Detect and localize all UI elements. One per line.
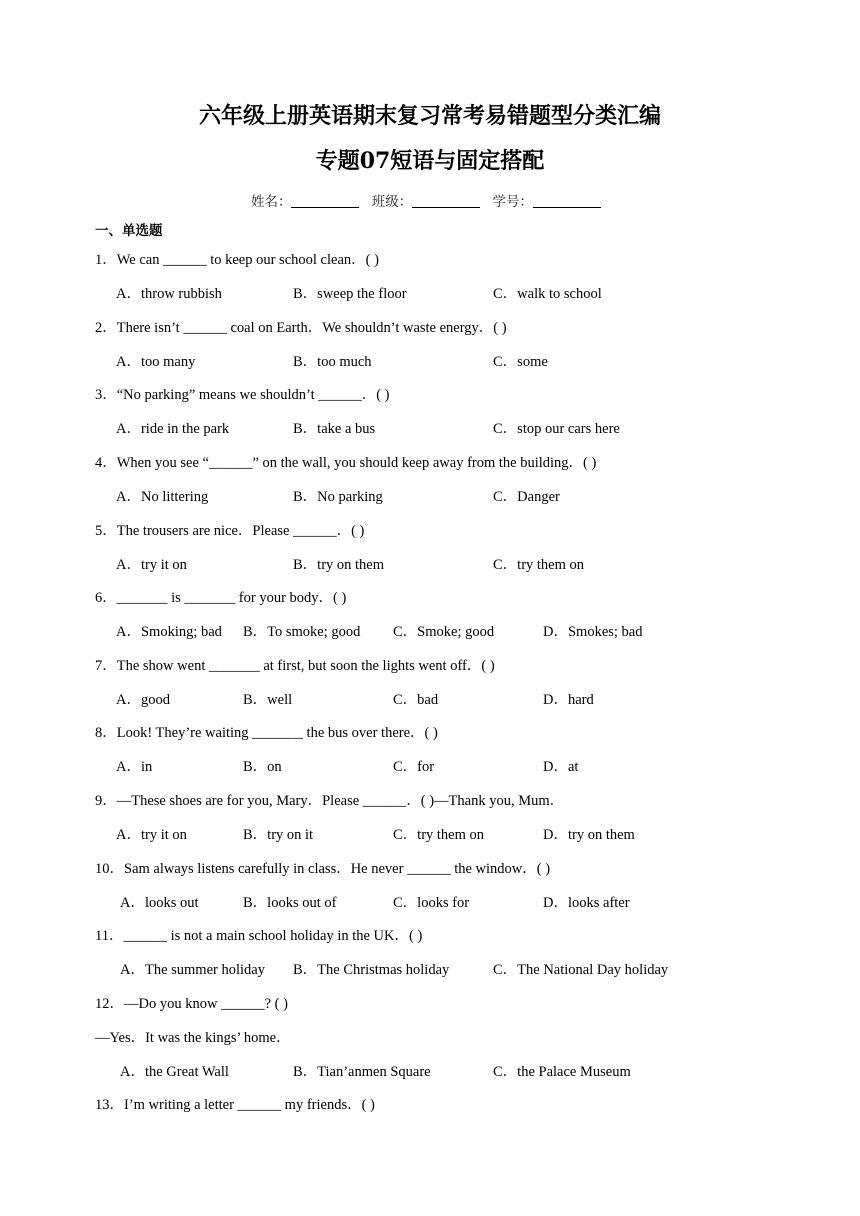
number-label: 学号： [492,194,534,210]
option-c[interactable]: C．try them on [393,827,485,843]
option-d[interactable]: D．at [543,759,579,775]
question-stem: 5．The trousers are nice．Please ______．( ) [95,523,365,539]
question-stem: 3．“No parking” means we shouldn’t ______．( ) [95,387,390,403]
option-d[interactable]: D．hard [543,692,594,708]
option-b[interactable]: B．sweep the floor [293,286,407,302]
option-a[interactable]: A．too many [116,354,196,370]
question-stem: 10．Sam always listens carefully in class．He never ______ the window．( ) [95,861,551,877]
option-a[interactable]: A．in [116,759,153,775]
question-stem: 11．______ is not a main school holiday in the UK．( ) [95,928,423,944]
option-a[interactable]: A．No littering [116,489,209,505]
name-blank[interactable] [291,193,359,208]
option-c[interactable]: C．The National Day holiday [493,962,669,978]
option-d[interactable]: D．Smokes; bad [543,624,643,640]
question-stem: 4．When you see “______” on the wall, you should keep away from the building．( ) [95,455,597,471]
option-b[interactable]: B．well [243,692,293,708]
option-c[interactable]: C．the Palace Museum [493,1064,631,1080]
option-c[interactable]: C．walk to school [493,286,602,302]
student-info-line [0,190,860,210]
option-a[interactable]: A．Smoking; bad [116,624,222,640]
question-stem: 7．The show went _______ at first, but soon the lights went off．( ) [95,658,495,674]
option-b[interactable]: B．No parking [293,489,383,505]
option-d[interactable]: D．try on them [543,827,635,843]
option-d[interactable]: D．looks after [543,895,630,911]
number-blank[interactable] [533,193,601,208]
question-stem: 8．Look! They’re waiting _______ the bus over there．( ) [95,725,438,741]
option-c[interactable]: C．some [493,354,548,370]
option-b[interactable]: B．The Christmas holiday [293,962,450,978]
option-a[interactable]: A．throw rubbish [116,286,222,302]
option-c[interactable]: C．for [393,759,435,775]
option-b[interactable]: B．Tian’anmen Square [293,1064,431,1080]
name-label: 姓名： [250,194,292,210]
document-subtitle: 专题07短语与固定搭配 [315,148,545,174]
option-b[interactable]: B．take a bus [293,421,376,437]
option-a[interactable]: A．The summer holiday [120,962,265,978]
question-stem: 2．There isn’t ______ coal on Earth．We shouldn’t waste energy．( ) [95,320,507,336]
question-stem: 1．We can ______ to keep our school clean．( ) [95,252,379,268]
question-stem-reply: —Yes．It was the kings’ home． [95,1030,291,1046]
option-c[interactable]: C．bad [393,692,439,708]
option-a[interactable]: A．good [116,692,170,708]
question-stem: 12．—Do you know ______? ( ) [95,996,288,1012]
option-b[interactable]: B．try on it [243,827,314,843]
option-c[interactable]: C．stop our cars here [493,421,620,437]
class-blank[interactable] [412,193,480,208]
option-a[interactable]: A．looks out [120,895,199,911]
option-b[interactable]: B．on [243,759,282,775]
option-b[interactable]: B．looks out of [243,895,337,911]
question-stem: 9．—These shoes are for you, Mary．Please ______．( )—Thank you, Mum． [95,793,565,809]
option-c[interactable]: C．looks for [393,895,470,911]
option-a[interactable]: A．try it on [116,827,187,843]
option-a[interactable]: A．the Great Wall [120,1064,229,1080]
option-c[interactable]: C．try them on [493,557,585,573]
class-label: 班级： [371,194,413,210]
option-c[interactable]: C．Smoke; good [393,624,495,640]
option-b[interactable]: B．try on them [293,557,385,573]
question-stem: 13．I’m writing a letter ______ my friends．( ) [95,1097,375,1113]
question-stem: 6．_______ is _______ for your body．( ) [95,590,347,606]
option-a[interactable]: A．ride in the park [116,421,230,437]
document-title: 六年级上册英语期末复习常考易错题型分类汇编 [198,103,661,129]
option-b[interactable]: B．To smoke; good [243,624,361,640]
option-c[interactable]: C．Danger [493,489,560,505]
section-heading: 一、单选题 [95,223,163,239]
option-b[interactable]: B．too much [293,354,372,370]
option-a[interactable]: A．try it on [116,557,187,573]
